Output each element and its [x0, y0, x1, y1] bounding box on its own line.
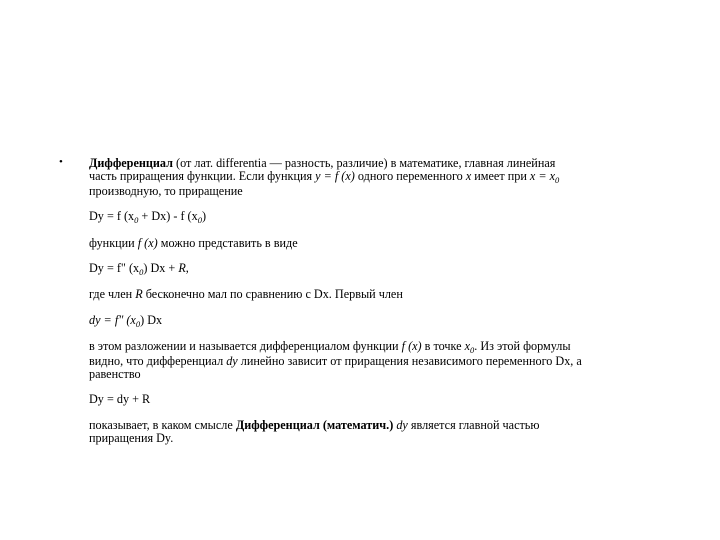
- subscript-zero: 0: [555, 175, 560, 186]
- formula-expansion-part-c: ,: [185, 261, 189, 276]
- naming-part-b: в точке: [421, 339, 465, 354]
- naming-part-a: в этом разложении и называется дифференциалом функции: [89, 339, 402, 354]
- naming-part-c: . Из этой формулы: [474, 339, 571, 354]
- function-y-eq: y = f (x): [315, 169, 355, 184]
- conclusion-part-b: является главной частью: [407, 417, 540, 432]
- formula-increment: [89, 210, 669, 224]
- paragraph-definition: [89, 157, 669, 198]
- remainder-part-b: бесконечно мал по сравнению с Dx. Первый член: [142, 287, 403, 302]
- representation-part-a: функции: [89, 235, 138, 250]
- conclusion-dy: dy: [393, 417, 408, 432]
- formula-differential-part-b: ) Dx: [140, 312, 163, 327]
- formula-increment-sub2: 0: [197, 215, 202, 226]
- formula-expansion-part-b: ) Dx +: [143, 261, 179, 276]
- definition-text-block: [89, 157, 669, 458]
- definition-line2: часть приращения функции. Если функция: [89, 169, 316, 184]
- bullet-marker: •: [59, 156, 63, 168]
- remainder-R: R: [135, 287, 143, 302]
- naming-line3: равенство: [89, 367, 141, 382]
- definition-line1: (от лат. differentia — разность, различие) в математике, главная линейная: [172, 156, 556, 170]
- representation-part-b: можно представить в виде: [157, 235, 298, 250]
- formula-expansion-part-a: Dy = f" (x: [89, 261, 140, 276]
- paragraph-naming: [89, 340, 669, 381]
- conclusion-bold-term: Дифференциал (математич.): [235, 417, 394, 432]
- paragraph-remainder: [89, 288, 669, 301]
- formula-equality-text: Dy = dy + R: [89, 392, 151, 407]
- formula-expansion-R: R: [178, 261, 186, 276]
- naming-fx: f (x): [401, 339, 422, 354]
- definition-has-at: имеет при: [471, 169, 530, 184]
- conclusion-part-a: показывает, в каком смысле: [89, 417, 236, 432]
- paragraph-representation: [89, 237, 669, 250]
- formula-expansion-sub: 0: [139, 267, 144, 278]
- x-eq-x0: x = x: [529, 169, 556, 184]
- naming-sub: 0: [470, 345, 475, 356]
- formula-differential-sub: 0: [135, 318, 141, 329]
- formula-increment-part-a: Dy = f (x: [89, 209, 135, 224]
- formula-differential: [89, 314, 669, 328]
- formula-increment-part-b: + Dx) - f (x: [138, 209, 198, 224]
- term-differential: Дифференциал: [89, 156, 173, 170]
- formula-equality: [89, 393, 669, 406]
- formula-expansion: [89, 262, 669, 276]
- naming-x: x: [464, 339, 471, 354]
- remainder-part-a: где член: [89, 287, 136, 302]
- function-fx: f (x): [137, 235, 158, 250]
- variable-x: x: [465, 169, 472, 184]
- definition-line3: производную, то приращение: [89, 183, 243, 198]
- formula-differential-part-a: dy = f" (x: [89, 312, 136, 327]
- definition-mid: одного переменного: [354, 169, 466, 184]
- naming-line2a: видно, что дифференциал: [89, 353, 227, 368]
- naming-line2b: линейно зависит от приращения независимого переменного Dx, а: [237, 353, 582, 368]
- formula-increment-part-c: ): [201, 209, 207, 224]
- conclusion-line2: приращения Dy.: [89, 431, 174, 446]
- formula-increment-sub1: 0: [134, 215, 139, 226]
- paragraph-conclusion: [89, 419, 669, 446]
- naming-dy: dy: [226, 353, 238, 368]
